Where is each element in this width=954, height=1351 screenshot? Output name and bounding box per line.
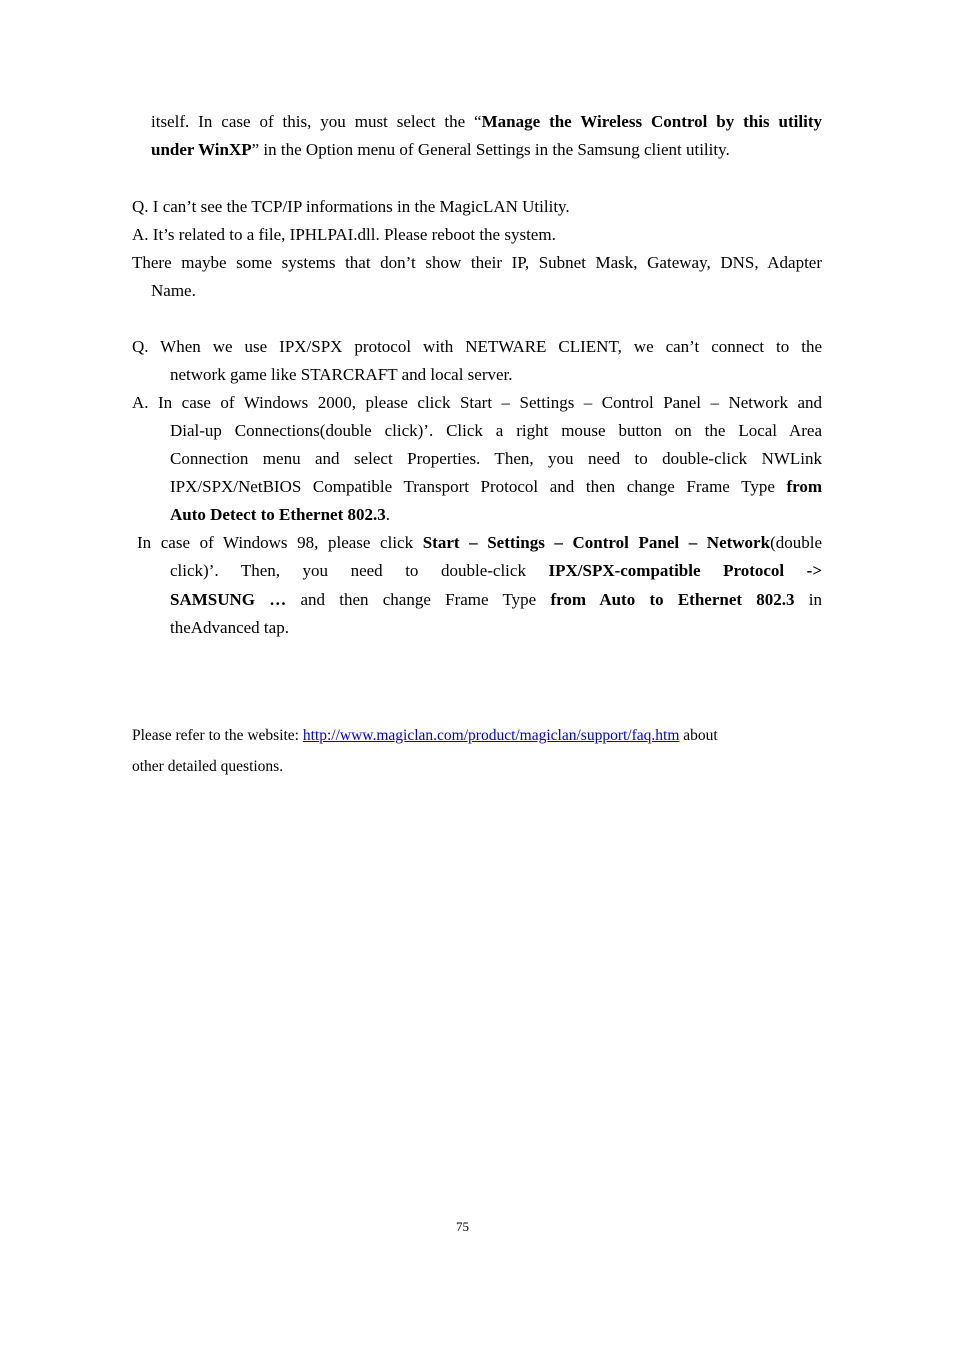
text: click)’. Then, you need to double-click [170, 561, 549, 580]
answer-cont: Dial-up Connections(double click)’. Click a right mouse button on the Local Area [170, 421, 822, 440]
text: itself. In case of this, you must select the “ [151, 112, 482, 131]
refer-line: other detailed questions. [132, 758, 284, 775]
answer-cont: Connection menu and select Properties. Then, you need to double-click NWLink [170, 449, 822, 468]
bold-text: from Auto to Ethernet 802.3 [550, 590, 795, 609]
text: and then change Frame Type [286, 590, 551, 609]
bold-text: IPX/SPX-compatible Protocol -> [548, 561, 823, 580]
question: Q. When we use IPX/SPX protocol with NETWARE CLIENT, we can’t connect to the [132, 337, 822, 356]
answer-cont: theAdvanced tap. [170, 618, 289, 637]
note-line: Name. [151, 281, 196, 300]
bold-text: SAMSUNG … [170, 590, 287, 609]
answer-cont [170, 589, 822, 611]
faq-link[interactable]: http://www.magiclan.com/product/magiclan/support/faq.htm [302, 727, 680, 744]
answer-cont [170, 560, 822, 582]
bold-text: Manage the Wireless Control by this utility [481, 112, 822, 131]
answer-cont [170, 476, 822, 498]
question: Q. I can’t see the TCP/IP informations in the MagicLAN Utility. [132, 197, 570, 216]
text: ” in the Option menu of General Settings in the Samsung client utility. [251, 140, 730, 159]
question-cont: network game like STARCRAFT and local server. [170, 365, 513, 384]
page-number: 75 [456, 1219, 469, 1234]
text: in [794, 590, 822, 609]
text: (double [770, 533, 822, 552]
bold-text: from [786, 477, 822, 496]
bold-text: Auto Detect to Ethernet 802.3 [170, 505, 386, 524]
bold-text: Start – Settings – Control Panel – Network [422, 533, 771, 552]
text: about [679, 727, 718, 744]
note-line: There maybe some systems that don’t show their IP, Subnet Mask, Gateway, DNS, Adapter [132, 253, 822, 272]
answer-win98 [137, 532, 822, 554]
paragraph-line [151, 111, 822, 133]
text: IPX/SPX/NetBIOS Compatible Transport Protocol and then change Frame Type [170, 477, 787, 496]
refer-line [132, 725, 718, 747]
answer: A. It’s related to a file, IPHLPAI.dll. Please reboot the system. [132, 225, 556, 244]
text: . [385, 505, 390, 524]
text: Please refer to the website: [132, 727, 303, 744]
text: In case of Windows 98, please click [137, 533, 423, 552]
paragraph-line [151, 139, 730, 161]
bold-text: under WinXP [151, 140, 252, 159]
answer-cont [170, 504, 390, 526]
answer: A. In case of Windows 2000, please click Start – Settings – Control Panel – Network and [132, 393, 822, 412]
